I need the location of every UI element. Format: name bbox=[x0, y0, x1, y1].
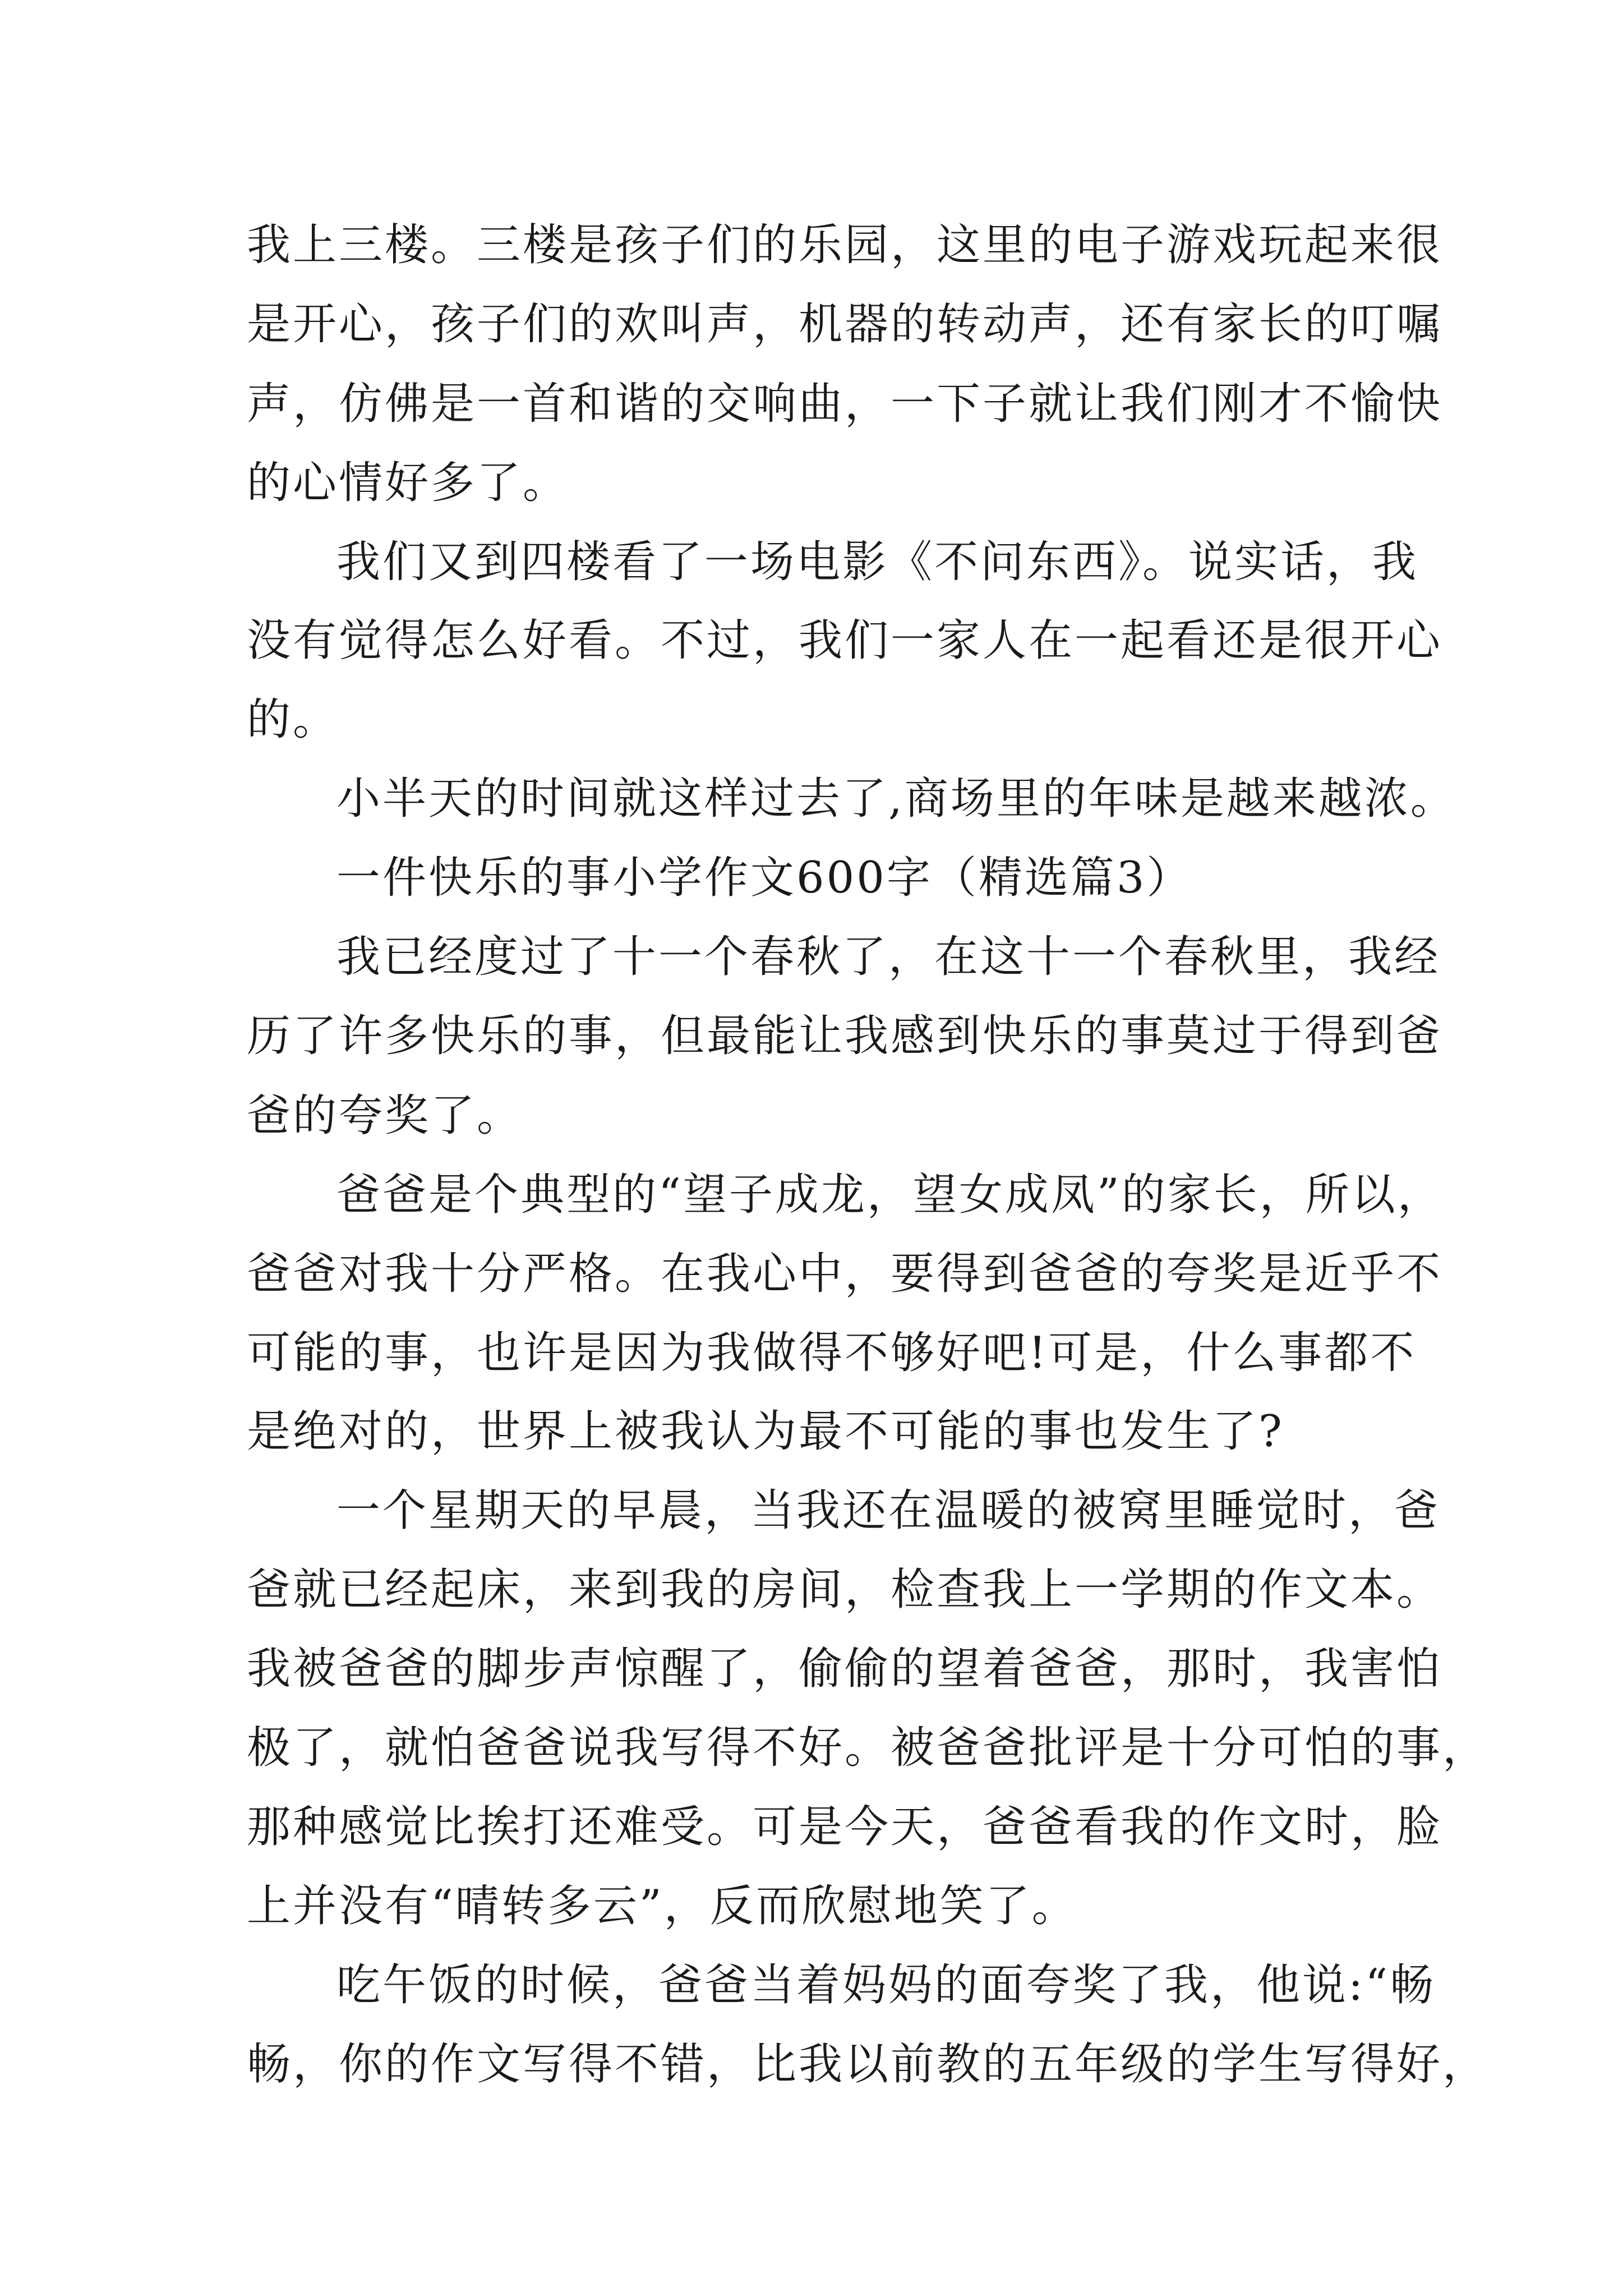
text-line: 的心情好多了。 bbox=[247, 458, 569, 508]
text-line: 的。 bbox=[247, 694, 339, 745]
text-line: 没有觉得怎么好看。不过，我们一家人在一起看还是很开心 bbox=[247, 615, 1443, 666]
text-line: 一个星期天的早晨，当我还在温暖的被窝里睡觉时，爸 bbox=[336, 1485, 1441, 1536]
text-line: 爸的夸奖了。 bbox=[247, 1091, 523, 1141]
text-line: 是开心，孩子们的欢叫声，机器的转动声，还有家长的叮嘱 bbox=[247, 299, 1443, 349]
section-heading: 一件快乐的事小学作文600字（精选篇3） bbox=[336, 853, 1193, 903]
text-line: 我们又到四楼看了一场电影《不问东西》。说实话，我 bbox=[336, 537, 1419, 587]
text-line: 畅，你的作文写得不错，比我以前教的五年级的学生写得好， bbox=[247, 2039, 1489, 2090]
text-line: 那种感觉比挨打还难受。可是今天，爸爸看我的作文时，脸 bbox=[247, 1802, 1443, 1852]
text-line: 声，仿佛是一首和谐的交响曲，一下子就让我们刚才不愉快 bbox=[247, 379, 1443, 429]
text-line: 小半天的时间就这样过去了,商场里的年味是越来越浓。 bbox=[336, 774, 1456, 824]
text-line: 历了许多快乐的事，但最能让我感到快乐的事莫过于得到爸 bbox=[247, 1011, 1443, 1061]
text-line: 我上三楼。三楼是孩子们的乐园，这里的电子游戏玩起来很 bbox=[247, 220, 1443, 270]
text-line: 我被爸爸的脚步声惊醒了，偷偷的望着爸爸，那时，我害怕 bbox=[247, 1644, 1443, 1694]
text-line: 可能的事，也许是因为我做得不够好吧!可是，什么事都不 bbox=[247, 1328, 1417, 1378]
text-line: 上并没有“晴转多云”，反而欣慰地笑了。 bbox=[247, 1881, 1078, 1931]
text-line: 极了，就怕爸爸说我写得不好。被爸爸批评是十分可怕的事， bbox=[247, 1723, 1489, 1773]
text-line: 我已经度过了十一个春秋了，在这十一个春秋里，我经 bbox=[336, 932, 1441, 982]
text-line: 爸爸对我十分严格。在我心中，要得到爸爸的夸奖是近乎不 bbox=[247, 1249, 1443, 1299]
text-line: 吃午饭的时候，爸爸当着妈妈的面夸奖了我，他说:“畅 bbox=[336, 1960, 1436, 2010]
text-line: 是绝对的，世界上被我认为最不可能的事也发生了? bbox=[247, 1406, 1284, 1457]
text-line: 爸就已经起床，来到我的房间，检查我上一学期的作文本。 bbox=[247, 1565, 1443, 1615]
text-line: 爸爸是个典型的“望子成龙，望女成凤”的家长，所以， bbox=[336, 1170, 1444, 1220]
